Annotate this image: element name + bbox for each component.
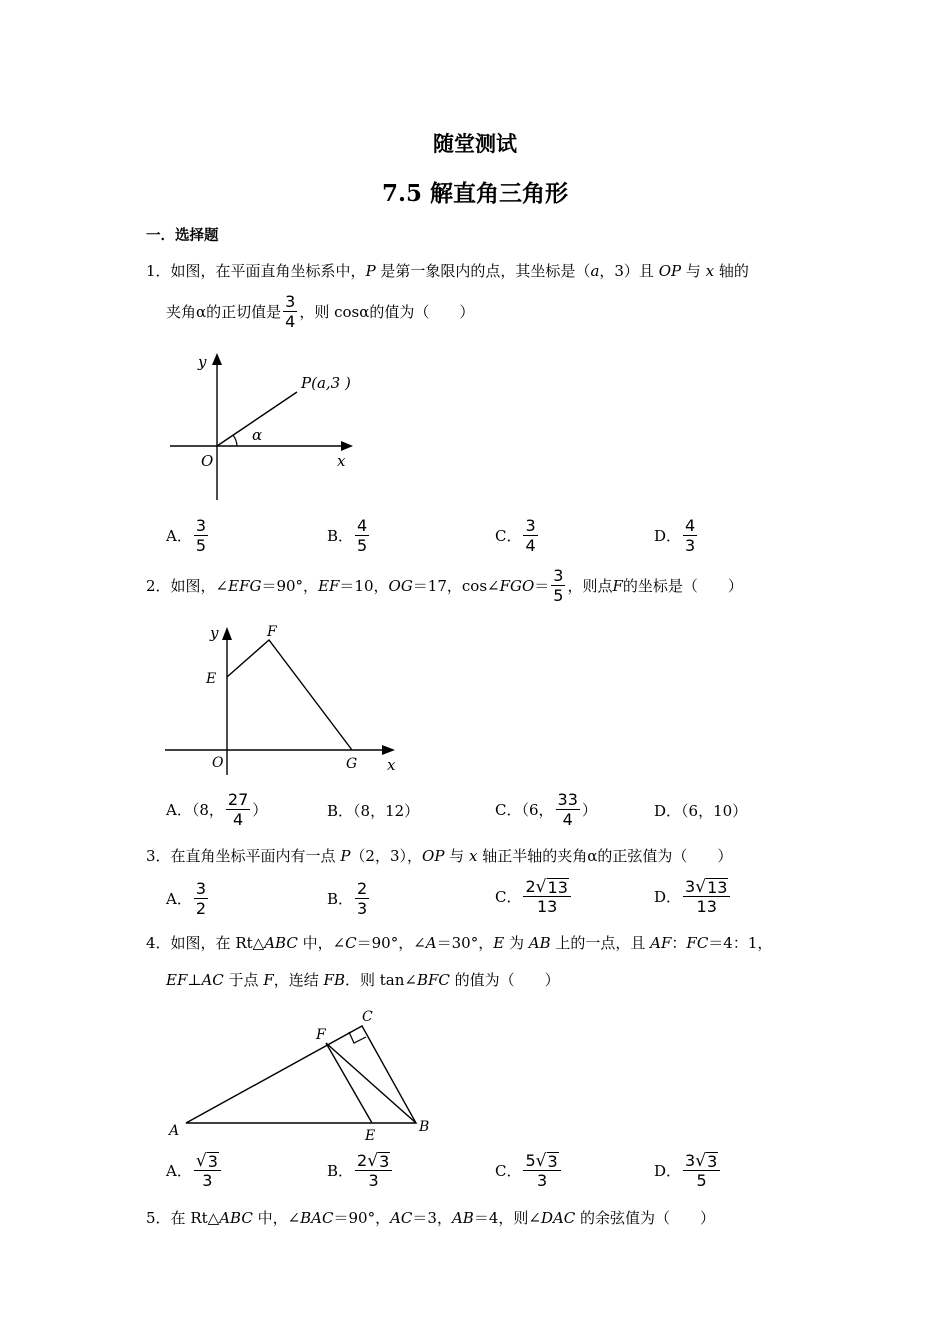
q3-option-a[interactable]: A． $\frac{3}{2}$ [166,879,207,918]
q4-option-b[interactable]: B． 2 √ 3 3 [327,1151,394,1190]
q2-figure [160,620,410,780]
q4-option-d[interactable]: D． 3 √ 3 5 [654,1151,722,1190]
q1-option-c[interactable]: C． $\frac{3}{4}$ [495,516,536,555]
page-title: 随堂测试 [433,131,517,156]
q4-point-b-label: B [419,1119,430,1135]
q2-fraction: $\frac{3}{5}$ [553,566,564,605]
q1-y-label: y [198,353,207,371]
q5-text: 5．在 Rt△ABC 中，∠BAC＝90°，AC＝3，AB＝4，则∠DAC 的余弦值为（ ） [146,1209,716,1227]
q2-point-g-label: G [346,756,358,772]
lesson-title: 7.5 解直角三角形 [381,180,569,207]
q1-text-line1: 1．如图，在平面直角坐标系中，P 是第一象限内的点，其坐标是（a，3）且 OP 与 x 轴的 [146,262,749,280]
q1-point-p-label: P(a,3 ) [301,374,351,392]
q4-point-c-label: C [362,1009,373,1025]
q2-origin-label: O [212,755,224,771]
q3-option-b[interactable]: B． $\frac{2}{3}$ [327,879,368,918]
q2-y-label: y [210,624,219,642]
q1-option-b[interactable]: B． $\frac{4}{5}$ [327,516,368,555]
q2-text: 2． 如图，∠ EFG ＝90°， EF ＝10， OG ＝17，cos∠ FGO ＝ $\frac{3}{5}$ ，则点 F 的坐标是（ ） [146,566,743,605]
q2-point-e-label: E [206,671,217,687]
q4-point-a-label: A [169,1123,180,1139]
q2-point-f-label: F [267,624,277,640]
q4-point-f-label: F [316,1027,326,1043]
q1-x-label: x [337,452,346,470]
q4-text-line1: 4．如图，在 Rt△ABC 中，∠C＝90°，∠A＝30°，E 为 AB 上的一点，且 AF：FC＝4：1， [146,934,773,952]
q1-option-d[interactable]: D． $\frac{4}{3}$ [654,516,696,555]
q3-text: 3．在直角坐标平面内有一点 P（2，3），OP 与 x 轴正半轴的夹角α的正弦值为（ ） [146,847,733,865]
q4-point-e-label: E [365,1128,376,1144]
q1-fraction: $\frac{3}{4}$ [285,292,296,331]
q1-figure [165,345,365,505]
q2-option-d[interactable]: D．（6，10） [654,802,748,820]
q2-option-a[interactable]: A．（8， $\frac{27}{4}$ ） [166,790,268,829]
q1-option-a[interactable]: A． $\frac{3}{5}$ [166,516,207,555]
q2-x-label: x [387,756,396,774]
q4-option-a[interactable]: A． √ 3 3 [166,1151,223,1190]
q4-figure [160,1000,450,1150]
q1-text-line2: 夹角α的正切值是 $\frac{3}{4}$ ，则 cosα的值为（ ） [166,292,475,331]
q3-option-c[interactable]: C． 2 √ 13 13 [495,877,573,916]
q1-alpha-label: α [252,426,263,444]
q2-option-c[interactable]: C．（6， $\frac{33}{4}$ ） [495,790,597,829]
q4-text-line2: EF⊥AC 于点 F，连结 FB．则 tan∠BFC 的值为（ ） [166,971,560,989]
section-heading: 一．选择题 [146,227,219,244]
q2-option-b[interactable]: B．（8，12） [327,802,420,820]
q3-option-d[interactable]: D． 3 √ 13 13 [654,877,732,916]
q4-option-c[interactable]: C． 5 √ 3 3 [495,1151,563,1190]
q1-origin-label: O [201,452,214,470]
